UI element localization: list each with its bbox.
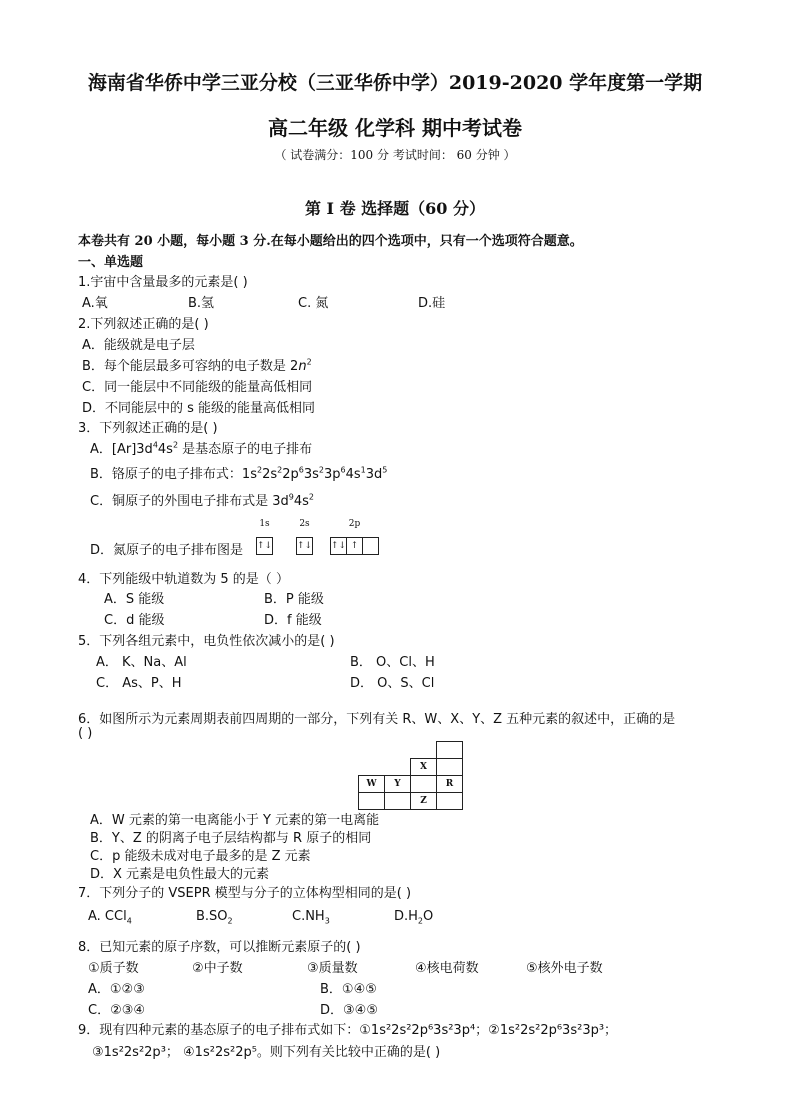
orbital-box: ↑↓ <box>256 537 273 555</box>
q8-item-3: ③质量数 <box>307 961 358 976</box>
q7-option-d: $D.H_2O$ <box>394 909 434 926</box>
q8-option-d: D．③④⑤ <box>320 1003 378 1018</box>
q2-option-c: C．同一能层中不同能级的能量高低相同 <box>82 380 313 395</box>
q4-option-c: C．d 能级 <box>104 613 165 628</box>
q8-option-a: A．①②③ <box>88 982 145 997</box>
q1-option-a: A.氧 <box>82 296 108 311</box>
pt-cell <box>385 793 411 810</box>
q3-option-b: B．铬原子的电子排布式：$1s^22s^22p^63s^23p^64s^13d^5$ <box>90 465 388 482</box>
q6-option-b: B．Y、Z 的阴离子电子层结构都与 R 原子的相同 <box>90 831 372 846</box>
pt-cell <box>437 759 463 776</box>
q1-option-c: C. 氮 <box>298 296 329 311</box>
orbital-2p-label: 2p <box>348 519 361 529</box>
section-title: 第 Ⅰ 卷 选择题（60 分） <box>304 199 486 218</box>
q2-option-d: D．不同能层中的 s 能级的能量高低相同 <box>82 401 316 416</box>
q8-item-2: ②中子数 <box>192 961 243 976</box>
orbital-2s-label: 2s <box>299 519 310 529</box>
q3-option-c: C．铜原子的外围电子排布式是 $3d^94s^2$ <box>90 492 314 509</box>
q2-option-b: B．每个能层最多可容纳的电子数是 $2n^2$ <box>82 357 312 374</box>
q3-option-a: A．$[Ar]3d^44s^2$ 是基态原子的电子排布 <box>90 440 313 457</box>
pt-cell <box>437 793 463 810</box>
q5-option-b: B． O、Cl、H <box>350 655 435 670</box>
section-intro: 本卷共有 20 小题，每小题 3 分.在每小题给出的四个选项中，只有一个选项符合题意。 <box>78 234 583 249</box>
q1-option-d: D.硅 <box>418 296 446 311</box>
q7-stem: 7．下列分子的 VSEPR 模型与分子的立体构型相同的是( ) <box>78 886 412 901</box>
q4-stem: 4．下列能级中轨道数为 5 的是（ ） <box>78 572 289 587</box>
q2-stem: 2.下列叙述正确的是( ) <box>78 317 209 332</box>
q8-option-c: C．②③④ <box>88 1003 146 1018</box>
q6-paren: ( ) <box>78 726 93 741</box>
pt-cell-y: Y <box>385 776 411 793</box>
orbital-box <box>363 537 379 555</box>
q5-option-c: C． As、P、H <box>96 676 182 691</box>
q4-option-d: D．f 能级 <box>264 613 322 628</box>
exam-subject-title: 高二年级 化学科 期中考试卷 <box>268 116 522 140</box>
pt-cell <box>437 742 463 759</box>
orbital-box: ↑↓ <box>330 537 347 555</box>
q6-option-a: A．W 元素的第一电离能小于 Y 元素的第一电离能 <box>90 813 380 828</box>
part-heading: 一、单选题 <box>78 255 144 270</box>
periodic-table-fragment <box>358 741 463 810</box>
q6-option-c: C．p 能级未成对电子最多的是 Z 元素 <box>90 849 311 864</box>
q2-option-a: A．能级就是电子层 <box>82 338 195 353</box>
pt-cell-w: W <box>359 776 385 793</box>
q8-item-4: ④核电荷数 <box>415 961 479 976</box>
pt-cell <box>411 776 437 793</box>
q6-stem: 6．如图所示为元素周期表前四周期的一部分，下列有关 R、W、X、Y、Z 五种元素的叙述中，正确的是 <box>78 712 676 727</box>
q3-stem: 3．下列叙述正确的是( ) <box>78 421 218 436</box>
q8-item-5: ⑤核外电子数 <box>526 961 603 976</box>
orbital-box: ↑↓ <box>296 537 313 555</box>
pt-cell-r: R <box>437 776 463 793</box>
q8-item-1: ①质子数 <box>88 961 139 976</box>
orbital-box: ↑ <box>347 537 363 555</box>
q7-option-c: $C.NH_3$ <box>292 909 330 926</box>
pt-cell-x: X <box>411 759 437 776</box>
q7-option-a: A. CCl$_4$ <box>88 909 132 926</box>
orbital-1s-label: 1s <box>259 519 270 529</box>
q7-option-b: $B.SO_2$ <box>196 909 233 926</box>
q4-option-a: A．S 能级 <box>104 592 165 607</box>
q3-option-d: D．氮原子的电子排布图是 <box>90 543 244 558</box>
pt-cell <box>359 793 385 810</box>
q8-option-b: B．①④⑤ <box>320 982 377 997</box>
pt-cell-z: Z <box>411 793 437 810</box>
q1-stem: 1.宇宙中含量最多的元素是( ) <box>78 275 248 290</box>
q8-stem: 8．已知元素的原子序数，可以推断元素原子的( ) <box>78 940 361 955</box>
q9-stem-line2: ③1s²2s²2p³； ④1s²2s²2p⁵。则下列有关比较中正确的是( ) <box>92 1045 441 1060</box>
q1-option-b: B.氢 <box>188 296 215 311</box>
q4-option-b: B．P 能级 <box>264 592 324 607</box>
q5-stem: 5．下列各组元素中，电负性依次减小的是( ) <box>78 634 335 649</box>
exam-info: （ 试卷满分：100 分 考试时间： 60 分钟 ） <box>274 148 516 162</box>
exam-school-title: 海南省华侨中学三亚分校（三亚华侨中学）2019-2020 学年度第一学期 <box>87 72 703 94</box>
q6-option-d: D．X 元素是电负性最大的元素 <box>90 867 270 882</box>
orbital-1s <box>256 519 273 555</box>
q9-stem-line1: 9．现有四种元素的基态原子的电子排布式如下：①1s²2s²2p⁶3s²3p⁴；②1s²2s²2p⁶3s²3p³； <box>78 1023 618 1038</box>
orbital-2s <box>296 519 313 555</box>
q5-option-d: D． O、S、Cl <box>350 676 435 691</box>
orbital-2p <box>330 519 379 555</box>
q5-option-a: A． K、Na、Al <box>96 655 187 670</box>
